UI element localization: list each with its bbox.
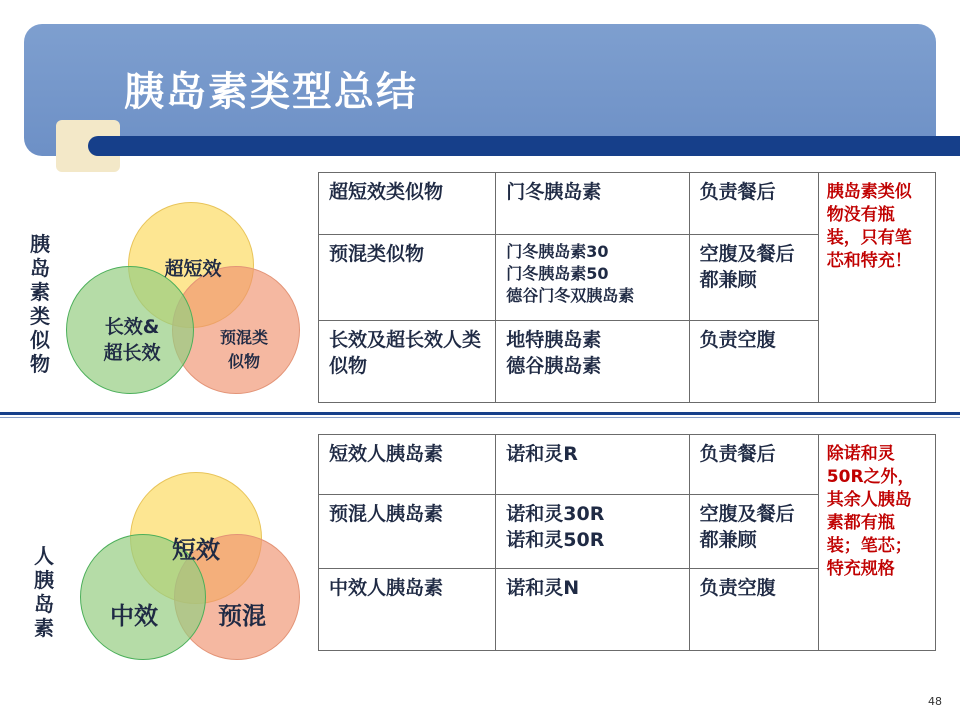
category-cell: 短效人胰岛素 — [319, 435, 496, 495]
drug-name: 德谷门冬双胰岛素 — [506, 286, 635, 305]
side-label-char: 胰 — [30, 232, 50, 256]
drug-cell — [496, 235, 689, 321]
role-cell: 负责空腹 — [689, 321, 818, 403]
side-label-char: 素 — [34, 616, 54, 640]
role-text: 负责餐后 — [699, 181, 776, 203]
drug-name: 门冬胰岛素 — [506, 181, 602, 203]
side-label-char: 人 — [34, 544, 54, 568]
page-number: 48 — [928, 695, 942, 708]
side-label-char: 物 — [30, 352, 50, 376]
role-cell: 负责餐后 — [689, 435, 818, 495]
drug-name: 诺和灵R — [506, 443, 578, 465]
table-row — [319, 173, 936, 235]
venn-label-top: 短效 — [172, 536, 220, 564]
drug-name: 门冬胰岛素50 — [506, 264, 609, 283]
section1-table — [318, 172, 936, 403]
side-label-char: 似 — [30, 328, 50, 352]
section2-side-label — [32, 544, 56, 640]
drug-name: 诺和灵N — [506, 577, 580, 599]
section-divider-thin — [0, 417, 960, 418]
role-cell: 空腹及餐后都兼顾 — [689, 495, 818, 569]
note-cell: 胰岛素类似物没有瓶装，只有笔芯和特充！ — [818, 173, 935, 403]
section-divider — [0, 412, 960, 415]
category-cell: 长效及超长效人类似物 — [319, 321, 496, 403]
section1-venn-diagram — [60, 196, 310, 396]
section2-venn-diagram — [76, 472, 306, 702]
drug-name: 德谷胰岛素 — [506, 355, 602, 377]
drug-name: 诺和灵30R — [506, 503, 605, 525]
role-cell: 空腹及餐后都兼顾 — [689, 235, 818, 321]
section2-table — [318, 434, 936, 651]
venn-label-right: 预混 — [218, 602, 266, 630]
role-cell: 负责空腹 — [689, 569, 818, 651]
drug-cell — [496, 173, 689, 235]
venn-label-left: 长效& 超长效 — [103, 316, 161, 364]
venn-label-left: 中效 — [110, 602, 158, 630]
venn-label-top: 超短效 — [164, 258, 222, 280]
category-cell: 中效人胰岛素 — [319, 569, 496, 651]
note-cell: 除诺和灵50R之外，其余人胰岛素都有瓶装；笔芯；特充规格 — [818, 435, 935, 651]
category-cell: 预混类似物 — [319, 235, 496, 321]
table-row — [319, 435, 936, 495]
side-label-char: 胰 — [34, 568, 54, 592]
side-label-char: 类 — [30, 304, 50, 328]
drug-cell — [496, 569, 689, 651]
drug-cell — [496, 435, 689, 495]
page-title: 胰岛素类型总结 — [124, 69, 418, 115]
decorative-navy-bar — [88, 136, 960, 156]
drug-cell — [496, 495, 689, 569]
side-label-char: 素 — [30, 280, 50, 304]
drug-name: 诺和灵50R — [506, 529, 605, 551]
role-cell — [689, 173, 818, 235]
section1-side-label — [28, 232, 52, 376]
venn-label-right: 预混类 似物 — [219, 328, 268, 371]
side-label-char: 岛 — [30, 256, 50, 280]
drug-name: 门冬胰岛素30 — [506, 242, 609, 261]
side-label-char: 岛 — [34, 592, 54, 616]
drug-name: 地特胰岛素 — [506, 329, 602, 351]
drug-cell — [496, 321, 689, 403]
category-cell: 超短效类似物 — [319, 173, 496, 235]
category-cell: 预混人胰岛素 — [319, 495, 496, 569]
